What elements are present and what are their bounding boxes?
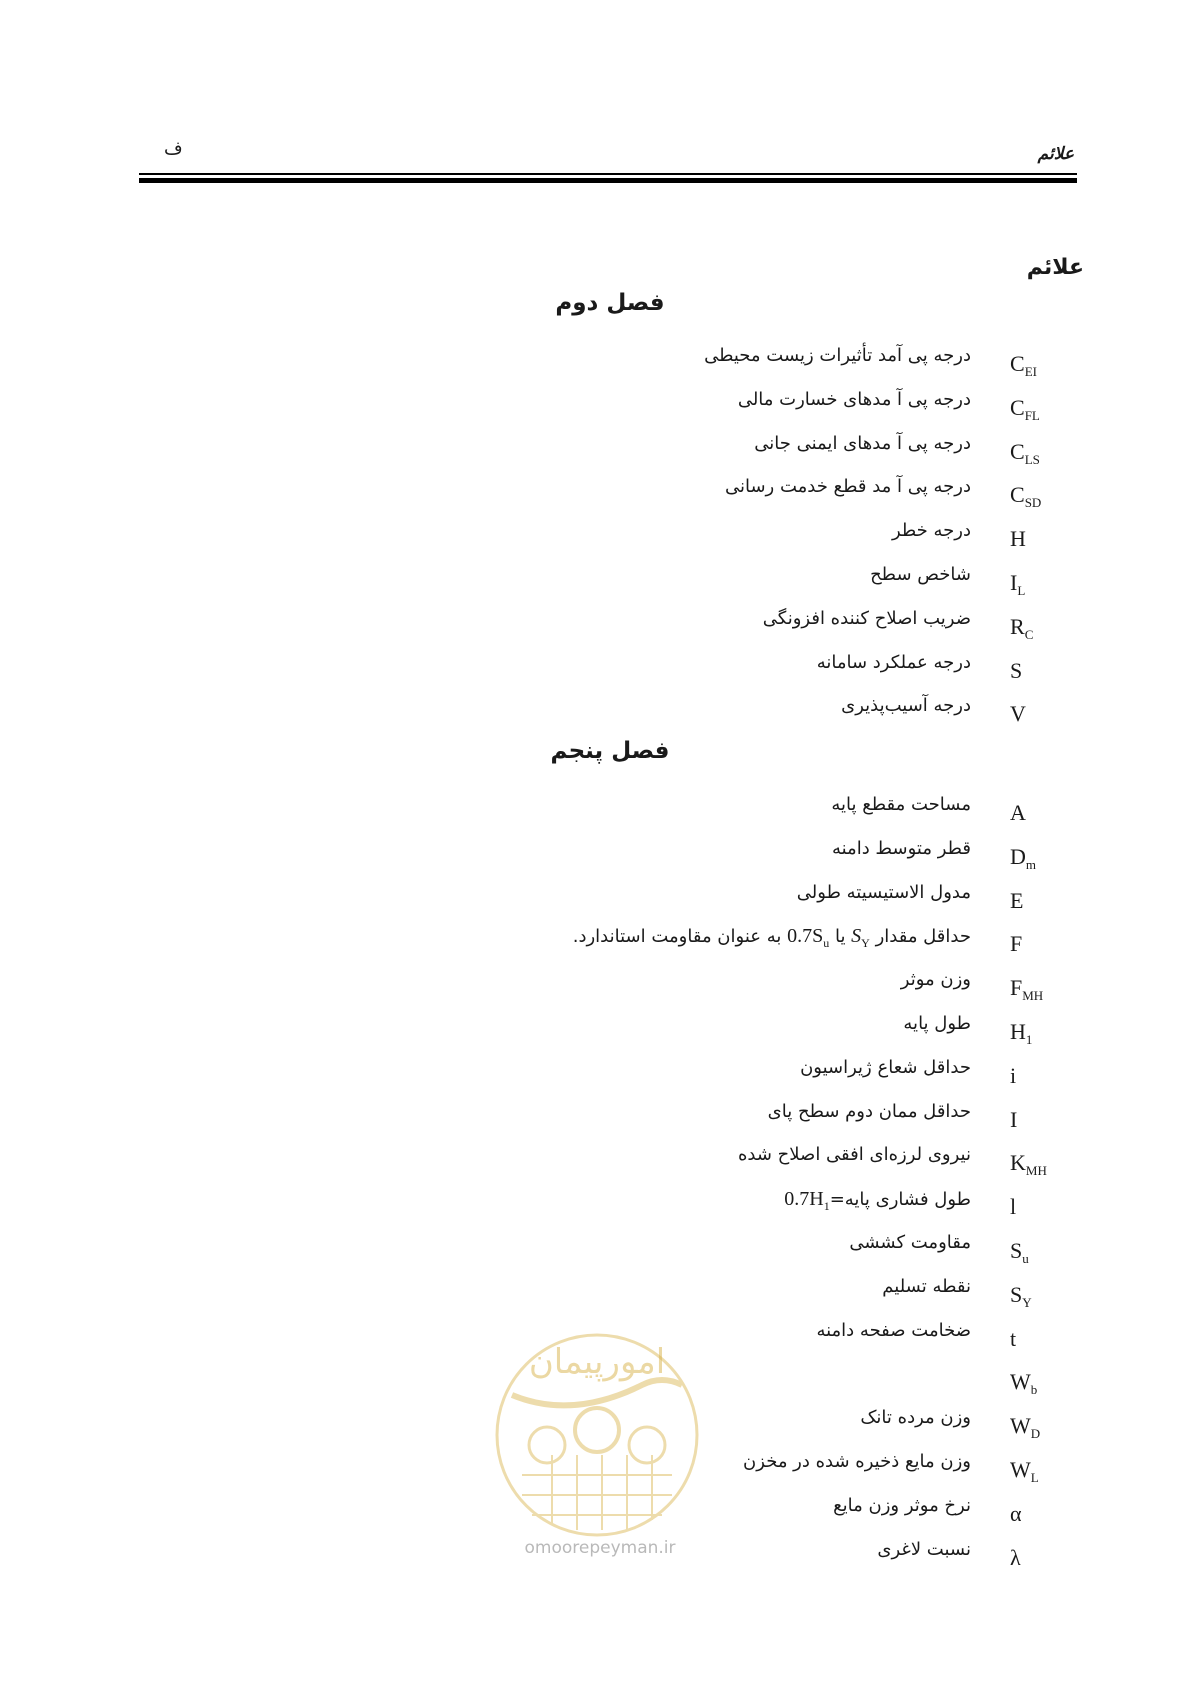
symbol-subscript: L — [1017, 583, 1026, 598]
desc-text: یا — [829, 926, 852, 948]
symbol-subscript: u — [1022, 1251, 1029, 1266]
symbol — [1010, 395, 1070, 424]
symbol-subscript: Y — [1022, 1294, 1032, 1310]
symbol-description: مساحت مقطع پایه — [831, 794, 971, 815]
symbol — [1010, 800, 1070, 826]
symbol-base: I — [1010, 570, 1018, 595]
symbol-base: C — [1010, 438, 1025, 464]
symbol-row — [0, 608, 1191, 648]
symbol-description: شاخص سطح — [870, 564, 971, 585]
symbol-base: D — [1010, 843, 1026, 869]
symbol — [1010, 482, 1070, 511]
desc-symbol-base: 0.7S — [787, 925, 824, 948]
symbol — [1010, 1107, 1070, 1133]
symbol — [1010, 1501, 1070, 1527]
symbol-subscript: SD — [1024, 495, 1042, 511]
symbol — [1010, 1063, 1070, 1089]
symbol-subscript: L — [1030, 1470, 1039, 1485]
symbol — [1010, 1238, 1070, 1267]
symbol-description: درجه پی آمد تأثیرات زیست محیطی — [704, 345, 971, 366]
symbol-description: درجه پی آ مدهای ایمنی جانی — [754, 432, 971, 454]
header-rule-thick — [139, 178, 1077, 183]
symbol-base: C — [1010, 394, 1025, 420]
symbol-row — [0, 1101, 1191, 1141]
symbol — [1010, 1019, 1070, 1048]
symbol — [1010, 1194, 1070, 1220]
symbol-subscript: m — [1025, 856, 1037, 872]
symbol-subscript: EI — [1024, 364, 1037, 379]
symbol-description: درجه پی آ مدهای خسارت مالی — [737, 388, 971, 410]
symbol-description: وزن مرده تانک — [860, 1407, 971, 1429]
symbol-description: حداقل شعاع ژیراسیون — [800, 1056, 971, 1078]
symbol — [1010, 1150, 1070, 1179]
symbol-description: وزن موثر — [900, 969, 971, 991]
symbol-row — [0, 1232, 1191, 1272]
running-title: علائم — [1037, 144, 1074, 164]
symbol-row — [0, 695, 1191, 735]
desc-value-sub: 1 — [823, 1199, 830, 1214]
symbol-description: نیروی لرزه‌ای افقی اصلاح شده — [738, 1144, 971, 1166]
symbol-base: W — [1010, 1369, 1031, 1395]
symbol — [1010, 1545, 1070, 1571]
symbol-base: S — [1010, 1238, 1023, 1263]
section-title: فصل دوم — [555, 290, 665, 316]
symbol-row — [0, 838, 1191, 878]
symbol-description — [271, 925, 971, 951]
symbol-description: درجه خطر — [891, 520, 971, 542]
symbol-base: H — [1010, 526, 1026, 552]
desc-text: حداقل مقدار — [869, 926, 971, 948]
symbol-subscript: D — [1030, 1426, 1041, 1442]
symbol — [1010, 1282, 1070, 1311]
symbol-description: نقطه تسلیم — [882, 1275, 971, 1297]
symbol-base: E — [1010, 887, 1024, 913]
symbol-description: ضخامت صفحه دامنه — [816, 1319, 971, 1341]
desc-text: به عنوان مقاومت استاندارد. — [572, 926, 788, 948]
symbol-base: i — [1010, 1062, 1017, 1088]
symbol — [1010, 614, 1070, 643]
symbol-base: W — [1010, 1457, 1031, 1482]
symbol-description: طول پایه — [903, 1013, 971, 1034]
symbol — [1010, 1326, 1070, 1352]
symbol-description: نرخ موثر وزن مایع — [833, 1494, 971, 1516]
symbol-description: مدول الاستیسیته طولی — [796, 881, 971, 903]
symbol-base: S — [1010, 657, 1023, 683]
symbol-subscript: LS — [1024, 451, 1040, 467]
desc-value — [784, 1188, 830, 1214]
desc-symbol — [851, 925, 870, 951]
symbol-base: t — [1010, 1325, 1017, 1351]
symbol-subscript: MH — [1025, 1163, 1047, 1179]
symbol-description: حداقل ممان دوم سطح پای — [767, 1100, 971, 1122]
symbol-subscript: 1 — [1025, 1032, 1033, 1047]
symbol-subscript: MH — [1022, 988, 1044, 1004]
desc-text: طول فشاری پایه= — [829, 1189, 971, 1211]
symbol-description: نسبت لاغری — [877, 1538, 971, 1560]
symbol — [1010, 1457, 1070, 1486]
symbol — [1010, 888, 1070, 914]
watermark-site: omoorepeyman.ir — [524, 1538, 676, 1558]
symbol-description: درجه آسیب‌پذیری — [841, 695, 971, 717]
symbol — [1010, 351, 1070, 380]
desc-symbol-sub: Y — [861, 936, 870, 951]
symbol-base: K — [1010, 1150, 1026, 1176]
symbol — [1010, 931, 1070, 957]
symbol-description: درجه عملکرد سامانه — [816, 651, 971, 673]
symbol-description: قطر متوسط دامنه — [831, 837, 971, 859]
symbol-base: S — [1010, 1281, 1023, 1307]
desc-symbol-base: S — [851, 925, 862, 948]
symbol-row — [0, 564, 1191, 604]
desc-symbol-sub: u — [823, 936, 830, 951]
symbol-row — [0, 1276, 1191, 1316]
symbol — [1010, 844, 1070, 873]
symbol-base: F — [1010, 931, 1023, 957]
desc-symbol — [787, 925, 830, 951]
symbol — [1010, 439, 1070, 468]
symbol-description: مقاومت کششی — [849, 1232, 971, 1253]
symbol-row — [0, 1144, 1191, 1184]
symbol-row — [0, 652, 1191, 692]
symbol-row — [0, 1057, 1191, 1097]
symbol-base: C — [1010, 351, 1025, 376]
symbol-base: λ — [1010, 1544, 1021, 1570]
symbol-subscript: FL — [1024, 407, 1040, 423]
symbol — [1010, 1369, 1070, 1398]
symbol-base: F — [1010, 975, 1023, 1001]
symbol-base: l — [1010, 1194, 1017, 1220]
symbol — [1010, 975, 1070, 1004]
symbol — [1010, 1413, 1070, 1442]
header-rule-thin — [139, 173, 1077, 175]
symbol-row — [0, 1013, 1191, 1053]
symbol-description: وزن مایع ذخیره شده در مخزن — [743, 1451, 971, 1472]
symbol-base: V — [1010, 701, 1026, 727]
symbol-row — [0, 794, 1191, 834]
symbol-row — [0, 520, 1191, 560]
symbol-description: ضریب اصلاح کننده افزونگی — [762, 607, 971, 629]
symbol-base: A — [1010, 800, 1026, 825]
watermark-logo — [492, 1325, 702, 1565]
symbol-row — [0, 345, 1191, 385]
symbol-description: درجه پی آ مد قطع خدمت رسانی — [724, 476, 971, 498]
page-number: ف — [164, 138, 183, 159]
symbol-description — [271, 1188, 971, 1214]
symbol-base: I — [1010, 1106, 1018, 1132]
symbol-row — [0, 389, 1191, 429]
symbol-base: C — [1010, 482, 1025, 508]
symbol-row — [0, 433, 1191, 473]
symbol-base: α — [1010, 1500, 1022, 1526]
section-title: فصل پنجم — [550, 738, 670, 764]
symbol-base: R — [1010, 613, 1025, 639]
symbol-base: H — [1010, 1019, 1026, 1044]
symbol — [1010, 701, 1070, 727]
symbol — [1010, 658, 1070, 684]
watermark-logo-text: امورپیمان — [528, 1342, 666, 1382]
symbol-row — [0, 476, 1191, 516]
symbol-subscript: b — [1030, 1382, 1038, 1398]
symbol-row — [0, 1188, 1191, 1228]
symbol-subscript: C — [1024, 626, 1034, 642]
symbol — [1010, 570, 1070, 599]
symbol-row — [0, 882, 1191, 922]
symbol — [1010, 526, 1070, 552]
symbol-base: W — [1010, 1413, 1031, 1439]
symbol-row — [0, 925, 1191, 965]
desc-value-base: 0.7H — [784, 1188, 824, 1211]
symbol-row — [0, 969, 1191, 1009]
page-title: علائم — [1026, 255, 1084, 280]
